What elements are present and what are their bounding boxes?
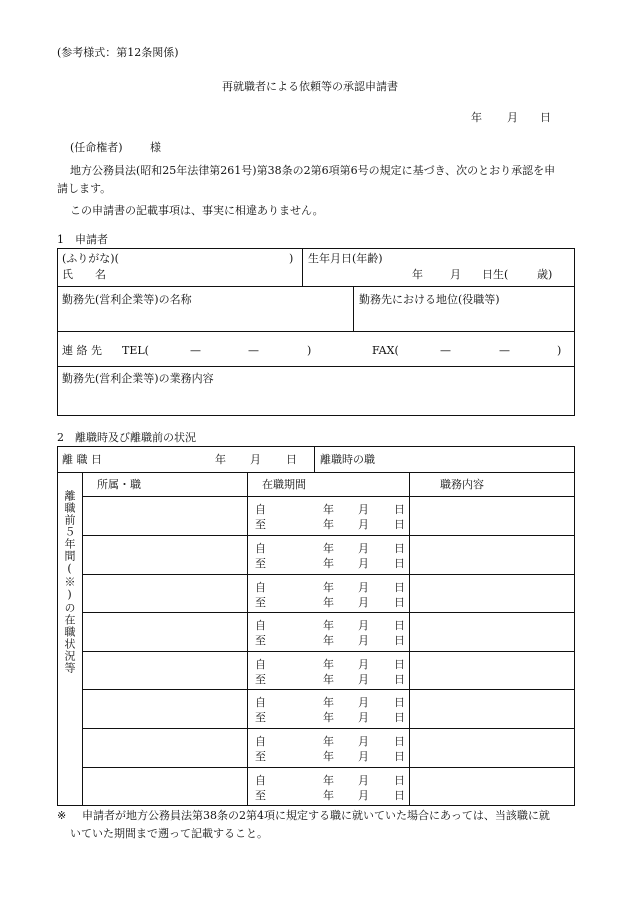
- employer-name-label: 勤務先(営利企業等)の名称: [62, 293, 192, 306]
- note-line-2: いていた期間まで遡って記載すること。: [70, 827, 268, 840]
- period-y-label: 年: [323, 634, 334, 647]
- retire-year-label: 年: [215, 453, 226, 466]
- period-y-label: 年: [323, 711, 334, 724]
- period-d-label: 日: [394, 774, 405, 787]
- note-line-1: 申請者が地方公務員法第38条の2第4項に規定する職に就いていた場合にあっては、当該職に就: [82, 809, 550, 822]
- intro-line-3: この申請書の記載事項は、事実に相違ありません。: [70, 204, 324, 217]
- date-month: 月: [507, 111, 518, 124]
- retire-day-label: 日: [286, 453, 297, 466]
- date-year: 年: [471, 111, 482, 124]
- date-day: 日: [540, 111, 551, 124]
- period-d-label: 日: [394, 542, 405, 555]
- period-to-label: 至: [255, 634, 266, 647]
- reference-label: (参考様式：第12条関係): [57, 46, 179, 59]
- period-y-label: 年: [323, 789, 334, 802]
- tel-label: TEL(: [122, 344, 149, 357]
- period-y-label: 年: [323, 619, 334, 632]
- period-y-label: 年: [323, 673, 334, 686]
- tel-close: ): [307, 344, 312, 357]
- period-m-label: 月: [358, 557, 369, 570]
- period-d-label: 日: [394, 518, 405, 531]
- business-label: 勤務先(営利企業等)の業務内容: [62, 372, 214, 385]
- intro-line-1: 地方公務員法(昭和25年法律第261号)第38条の2第6項第6号の規定に基づき、次のとおり承認を申: [70, 164, 556, 177]
- period-to-label: 至: [255, 518, 266, 531]
- furigana-label: (ふりがな)(: [62, 252, 119, 265]
- period-d-label: 日: [394, 789, 405, 802]
- period-from-label: 自: [255, 658, 266, 671]
- period-d-label: 日: [394, 596, 405, 609]
- period-y-label: 年: [323, 750, 334, 763]
- col-duties: 職務内容: [440, 478, 484, 491]
- period-m-label: 月: [358, 750, 369, 763]
- period-m-label: 月: [358, 735, 369, 748]
- period-y-label: 年: [323, 735, 334, 748]
- period-m-label: 月: [358, 596, 369, 609]
- period-d-label: 日: [394, 557, 405, 570]
- period-to-label: 至: [255, 596, 266, 609]
- retire-month-label: 月: [250, 453, 261, 466]
- period-d-label: 日: [394, 634, 405, 647]
- honorific: 様: [150, 141, 161, 154]
- period-d-label: 日: [394, 696, 405, 709]
- period-m-label: 月: [358, 542, 369, 555]
- period-to-label: 至: [255, 750, 266, 763]
- period-d-label: 日: [394, 619, 405, 632]
- retire-job-label: 離職時の職: [320, 453, 375, 466]
- period-y-label: 年: [323, 581, 334, 594]
- section2-heading: 2 離職時及び離職前の状況: [57, 431, 196, 444]
- period-m-label: 月: [358, 581, 369, 594]
- period-y-label: 年: [323, 557, 334, 570]
- birthdate-label: 生年月日(年齢): [308, 252, 383, 265]
- period-to-label: 至: [255, 673, 266, 686]
- period-from-label: 自: [255, 619, 266, 632]
- col-period: 在職期間: [262, 478, 306, 491]
- intro-line-2: 請します。: [57, 182, 112, 195]
- period-d-label: 日: [394, 711, 405, 724]
- period-from-label: 自: [255, 503, 266, 516]
- period-d-label: 日: [394, 673, 405, 686]
- period-d-label: 日: [394, 658, 405, 671]
- name-label: 氏 名: [62, 268, 106, 281]
- period-y-label: 年: [323, 774, 334, 787]
- furigana-close: ): [289, 252, 294, 265]
- note-mark: ※: [57, 809, 67, 822]
- fax-dash-2: —: [499, 344, 510, 357]
- tel-dash-2: —: [248, 344, 259, 357]
- period-d-label: 日: [394, 581, 405, 594]
- period-m-label: 月: [358, 503, 369, 516]
- period-m-label: 月: [358, 619, 369, 632]
- retire-date-label: 離 職 日: [62, 453, 102, 466]
- period-m-label: 月: [358, 673, 369, 686]
- period-y-label: 年: [323, 503, 334, 516]
- col-affiliation: 所属・職: [97, 478, 141, 491]
- period-m-label: 月: [358, 634, 369, 647]
- birth-month-label: 月: [450, 268, 461, 281]
- addressee: (任命権者): [70, 141, 123, 154]
- birth-year-label: 年: [412, 268, 423, 281]
- period-y-label: 年: [323, 542, 334, 555]
- period-from-label: 自: [255, 581, 266, 594]
- form-title: 再就職者による依頼等の承認申請書: [222, 80, 398, 93]
- period-m-label: 月: [358, 774, 369, 787]
- period-to-label: 至: [255, 557, 266, 570]
- fax-dash-1: —: [440, 344, 451, 357]
- tel-dash-1: —: [190, 344, 201, 357]
- period-y-label: 年: [323, 518, 334, 531]
- fax-close: ): [557, 344, 562, 357]
- period-m-label: 月: [358, 696, 369, 709]
- period-m-label: 月: [358, 789, 369, 802]
- period-m-label: 月: [358, 518, 369, 531]
- period-y-label: 年: [323, 696, 334, 709]
- contact-label: 連 絡 先: [62, 344, 102, 357]
- period-d-label: 日: [394, 735, 405, 748]
- birth-day-label: 日生(: [482, 268, 509, 281]
- side-label: 離職前５年間(※)の在職状況等: [63, 490, 76, 674]
- period-y-label: 年: [323, 658, 334, 671]
- period-m-label: 月: [358, 711, 369, 724]
- period-y-label: 年: [323, 596, 334, 609]
- period-m-label: 月: [358, 658, 369, 671]
- period-to-label: 至: [255, 711, 266, 724]
- period-from-label: 自: [255, 774, 266, 787]
- age-label: 歳): [537, 268, 553, 281]
- period-from-label: 自: [255, 542, 266, 555]
- period-d-label: 日: [394, 750, 405, 763]
- section1-heading: 1 申請者: [57, 233, 108, 246]
- period-d-label: 日: [394, 503, 405, 516]
- fax-label: FAX(: [372, 344, 399, 357]
- period-to-label: 至: [255, 789, 266, 802]
- period-from-label: 自: [255, 735, 266, 748]
- position-label: 勤務先における地位(役職等): [359, 293, 500, 306]
- period-from-label: 自: [255, 696, 266, 709]
